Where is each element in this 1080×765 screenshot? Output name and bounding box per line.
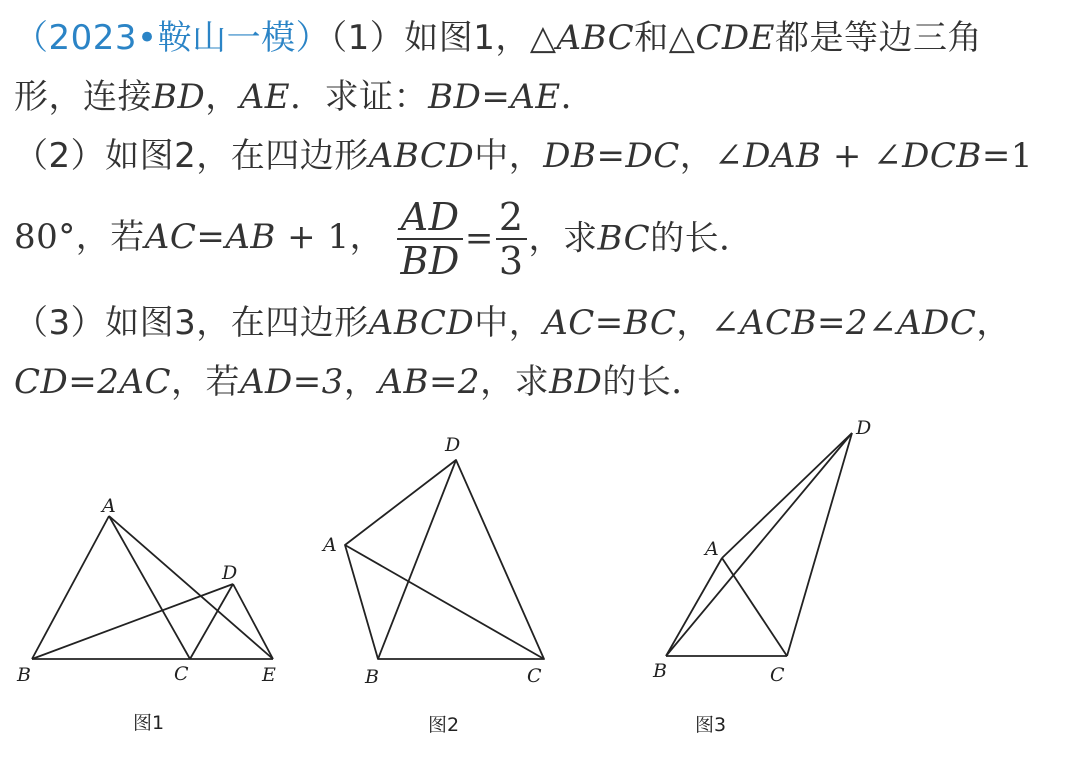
segment-ae xyxy=(109,516,273,659)
figure-3-drawing xyxy=(666,433,852,656)
segment-bd: BD xyxy=(152,77,206,117)
equals-180-part: =1 xyxy=(981,136,1034,176)
fig3-label-c: C xyxy=(770,664,785,686)
segment-ba xyxy=(666,558,722,656)
fig1-caption: 图1 xyxy=(133,712,165,734)
quadrilateral-abcd: ABCD xyxy=(368,303,475,343)
condition-db-dc: DB=DC xyxy=(543,136,680,176)
text: ，若 xyxy=(75,217,145,257)
triangle-symbol: △ xyxy=(668,18,696,58)
triangle-abc: ABC xyxy=(556,18,635,58)
text: ．求证： xyxy=(290,77,429,117)
segment-bd: BD xyxy=(549,362,603,402)
text: ， xyxy=(976,303,1011,343)
segment-ad xyxy=(722,433,852,558)
triangle-cde: CDE xyxy=(695,18,775,58)
fraction-numerator: AD xyxy=(397,196,462,240)
angle-acb: ∠ACB=2 xyxy=(710,303,869,343)
fraction-denominator: 3 xyxy=(498,238,524,283)
segment-cd xyxy=(787,433,852,656)
segment-bc: BC xyxy=(597,218,651,259)
text: ， xyxy=(676,303,711,343)
text: ， xyxy=(205,77,240,117)
segment-bd xyxy=(666,433,852,656)
segment-ba xyxy=(32,516,109,659)
segment-bd xyxy=(32,584,233,659)
condition-ab-2: AB=2 xyxy=(378,362,481,402)
text: 中， xyxy=(474,136,544,176)
text: ，求 xyxy=(528,218,598,259)
plus-sign: + xyxy=(821,136,874,176)
condition-ad-3: AD=3 xyxy=(239,362,344,402)
plus-one: + 1 xyxy=(275,217,350,257)
angle-dcb: ∠DCB xyxy=(873,136,982,176)
text-and: 和 xyxy=(634,18,669,58)
degree-value: 80° xyxy=(14,217,76,257)
text: ， xyxy=(343,362,379,402)
fig2-label-b: B xyxy=(365,666,379,688)
fraction-numerator: 2 xyxy=(496,196,527,240)
condition-cd-2ac: CD=2AC xyxy=(14,362,171,402)
fig2-label-c: C xyxy=(527,665,542,687)
equals-sign: = xyxy=(464,218,494,259)
condition-ac-ab: AC=AB xyxy=(144,217,276,257)
figure-2-drawing xyxy=(345,460,544,659)
segment-de xyxy=(233,584,273,659)
fig2-label-a: A xyxy=(323,534,337,556)
fig2-label-d: D xyxy=(445,434,461,456)
segment-ac xyxy=(109,516,190,659)
segment-ac xyxy=(722,558,787,656)
quadrilateral-abcd: ABCD xyxy=(368,136,475,176)
problem-source: （2023•鞍山一模） xyxy=(14,18,331,58)
text: 形，连接 xyxy=(14,77,152,117)
text: 的长． xyxy=(602,362,706,402)
fig1-label-e: E xyxy=(262,664,276,686)
equation-bd-ae: BD=AE xyxy=(428,77,561,117)
fraction-denominator: BD xyxy=(400,238,460,283)
condition-ac-bc: AC=BC xyxy=(543,303,677,343)
figure-1-drawing xyxy=(32,516,273,659)
part2-number: （2）如图2，在四边形 xyxy=(14,136,369,176)
text: ， xyxy=(349,217,385,257)
part1-number: （1）如图1， xyxy=(330,18,530,58)
text: ． xyxy=(560,77,596,117)
fig3-label-b: B xyxy=(653,660,667,682)
fig2-caption: 图2 xyxy=(428,714,460,736)
fig3-label-d: D xyxy=(856,417,872,439)
text: ， xyxy=(679,136,715,176)
fig1-label-a: A xyxy=(102,495,116,517)
text: 都是等边三角 xyxy=(774,18,982,58)
segment-cd xyxy=(190,584,233,659)
fig3-label-a: A xyxy=(705,538,719,560)
fig1-label-b: B xyxy=(17,664,31,686)
text: 的长． xyxy=(650,218,754,259)
fig1-label-d: D xyxy=(222,562,238,584)
text: ，求 xyxy=(480,362,550,402)
part3-number: （3）如图3，在四边形 xyxy=(14,303,369,343)
angle-adc: ∠ADC xyxy=(868,303,977,343)
segment-ac xyxy=(345,545,544,659)
fig1-label-c: C xyxy=(174,663,189,685)
text: 中， xyxy=(474,303,544,343)
triangle-symbol: △ xyxy=(529,18,557,58)
text: ，若 xyxy=(170,362,240,402)
fig3-caption: 图3 xyxy=(695,714,727,736)
angle-dab: ∠DAB xyxy=(714,136,822,176)
segment-ae: AE xyxy=(239,77,291,117)
